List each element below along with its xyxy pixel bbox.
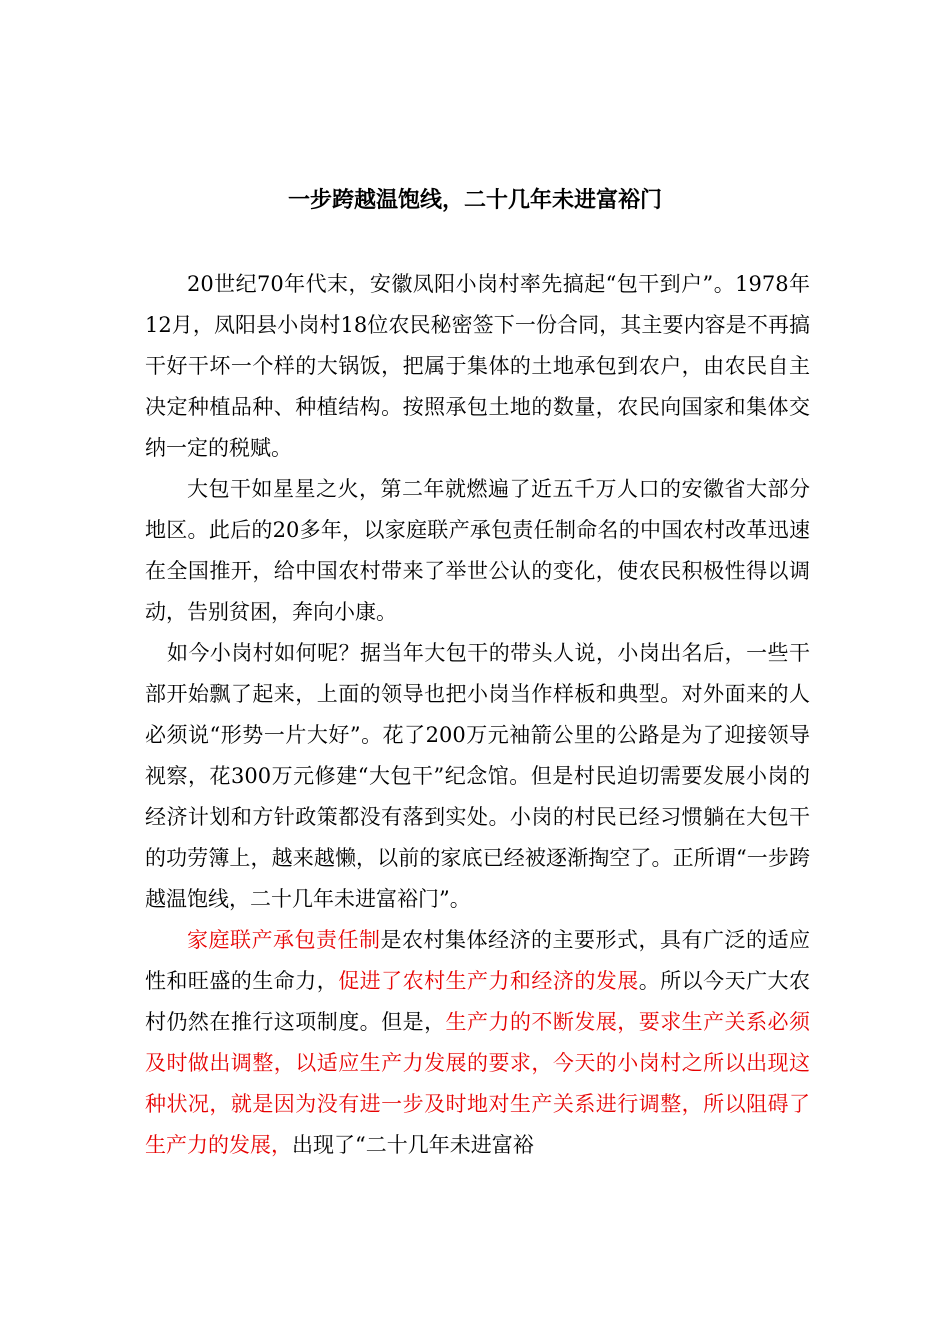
document-title: 一步跨越温饱线，二十几年未进富裕门: [287, 187, 662, 213]
document-body: [145, 264, 810, 1166]
paragraph-4-text: 出现了“二十几年未进富裕: [292, 1133, 534, 1157]
paragraph-4: [145, 920, 810, 1166]
paragraph-1: 20世纪70年代末，安徽凤阳小岗村率先搞起“包干到户”。1978年12月，凤阳县小岗村18位农民秘密签下一份合同，其主要内容是不再搞干好干坏一个样的大锅饭，把属于集体的土地承包到农户，由农民自主决定种植品种、种植结构。按照承包土地的数量，农民向国家和集体交纳一定的税赋。: [145, 272, 810, 460]
highlighted-passage: 生产力的不断发展，要求生产关系必须及时做出调整，以适应生产力发展的要求，今天的小岗村之所以出现这种状况，就是因为没有进一步及时地对生产关系进行调整，所以阻碍了生产力的发展，: [145, 1010, 811, 1157]
highlighted-term: 家庭联产承包责任制: [187, 928, 381, 952]
paragraph-4-text: 。所以今天广大农村仍然在推行这项制度。但是，: [145, 969, 811, 1034]
paragraph-3: 如今小岗村如何呢？据当年大包干的带头人说，小岗出名后，一些干部开始飘了起来，上面的领导也把小岗当作样板和典型。对外面来的人必须说“形势一片大好”。花了200万元袖箭公里的公路是为了迎接领导视察，花300万元修建“大包干”纪念馆。但是村民迫切需要发展小岗的经济计划和方针政策都没有落到实处。小岗的村民已经习惯躺在大包干的功劳簿上，越来越懒，以前的家底已经被逐渐掏空了。正所谓“一步跨越温饱线，二十几年未进富裕门”。: [145, 641, 810, 911]
paragraph-2: 大包干如星星之火，第二年就燃遍了近五千万人口的安徽省大部分地区。此后的20多年，以家庭联产承包责任制命名的中国农村改革迅速在全国推开，给中国农村带来了举世公认的变化，使农民积极性得以调动，告别贫困，奔向小康。: [145, 477, 810, 624]
paragraph-4-text: 是农村集体经济的主要形式，具有广泛的适应性和旺盛的生命力，: [145, 928, 810, 993]
highlighted-phrase: 促进了农村生产力和经济的发展: [338, 969, 639, 993]
